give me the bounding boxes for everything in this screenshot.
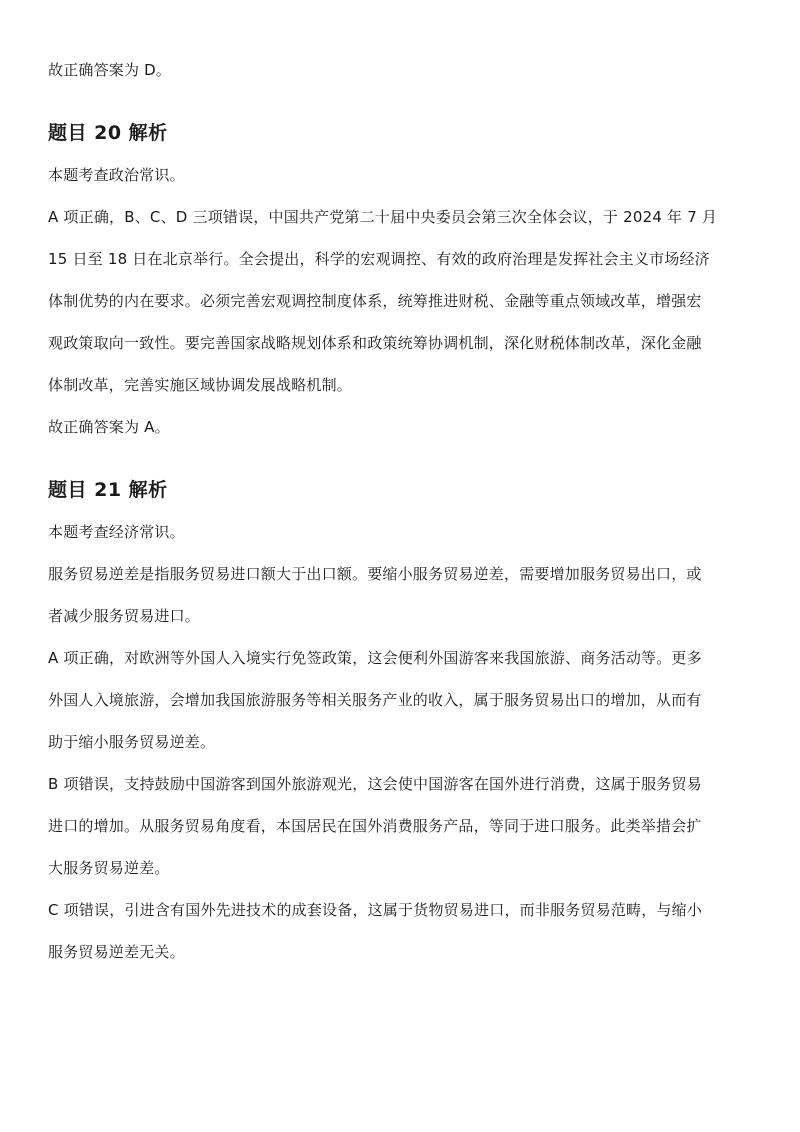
q21-option-b-line: 大服务贸易逆差。	[48, 859, 170, 877]
q21-topic-line: 本题考查经济常识。	[48, 523, 185, 541]
question-20-heading: 题目 20 解析	[48, 122, 168, 144]
q21-analysis-line: 服务贸易逆差是指服务贸易进口额大于出口额。要缩小服务贸易逆差，需要增加服务贸易出口，或	[48, 565, 702, 583]
q21-option-c-line: 服务贸易逆差无关。	[48, 943, 185, 961]
q21-option-b-line: B 项错误，支持鼓励中国游客到国外旅游观光，这会使中国游客在国外进行消费，这属于服务贸易	[48, 775, 702, 793]
q21-option-a-line: A 项正确，对欧洲等外国人入境实行免签政策，这会便利外国游客来我国旅游、商务活动等。更多	[48, 649, 702, 667]
q20-analysis-line: 体制改革，完善实施区域协调发展战略机制。	[48, 376, 353, 394]
q20-analysis-line: 观政策取向一致性。要完善国家战略规划体系和政策统筹协调机制，深化财税体制改革，深化金融	[48, 334, 702, 352]
q21-option-b-line: 进口的增加。从服务贸易角度看，本国居民在国外消费服务产品，等同于进口服务。此类举措会扩	[48, 817, 702, 835]
q20-answer-line: 故正确答案为 A。	[48, 418, 170, 436]
q20-analysis-line: 15 日至 18 日在北京举行。全会提出，科学的宏观调控、有效的政府治理是发挥社会主义市场经济	[48, 250, 710, 268]
q20-analysis-line: 体制优势的内在要求。必须完善宏观调控制度体系，统筹推进财税、金融等重点领域改革，增强宏	[48, 292, 702, 310]
previous-answer-conclusion: 故正确答案为 D。	[48, 61, 172, 79]
q20-topic-line: 本题考查政治常识。	[48, 166, 185, 184]
q21-analysis-line: 者减少服务贸易进口。	[48, 607, 201, 625]
question-21-heading: 题目 21 解析	[48, 479, 168, 501]
q21-option-a-line: 外国人入境旅游，会增加我国旅游服务等相关服务产业的收入，属于服务贸易出口的增加，从而有	[48, 691, 702, 709]
q21-option-a-line: 助于缩小服务贸易逆差。	[48, 733, 216, 751]
q21-option-c-line: C 项错误，引进含有国外先进技术的成套设备，这属于货物贸易进口，而非服务贸易范畴，与缩小	[48, 901, 703, 919]
q20-analysis-line: A 项正确，B、C、D 三项错误，中国共产党第二十届中央委员会第三次全体会议，于 2024 年 7 月	[48, 208, 718, 226]
